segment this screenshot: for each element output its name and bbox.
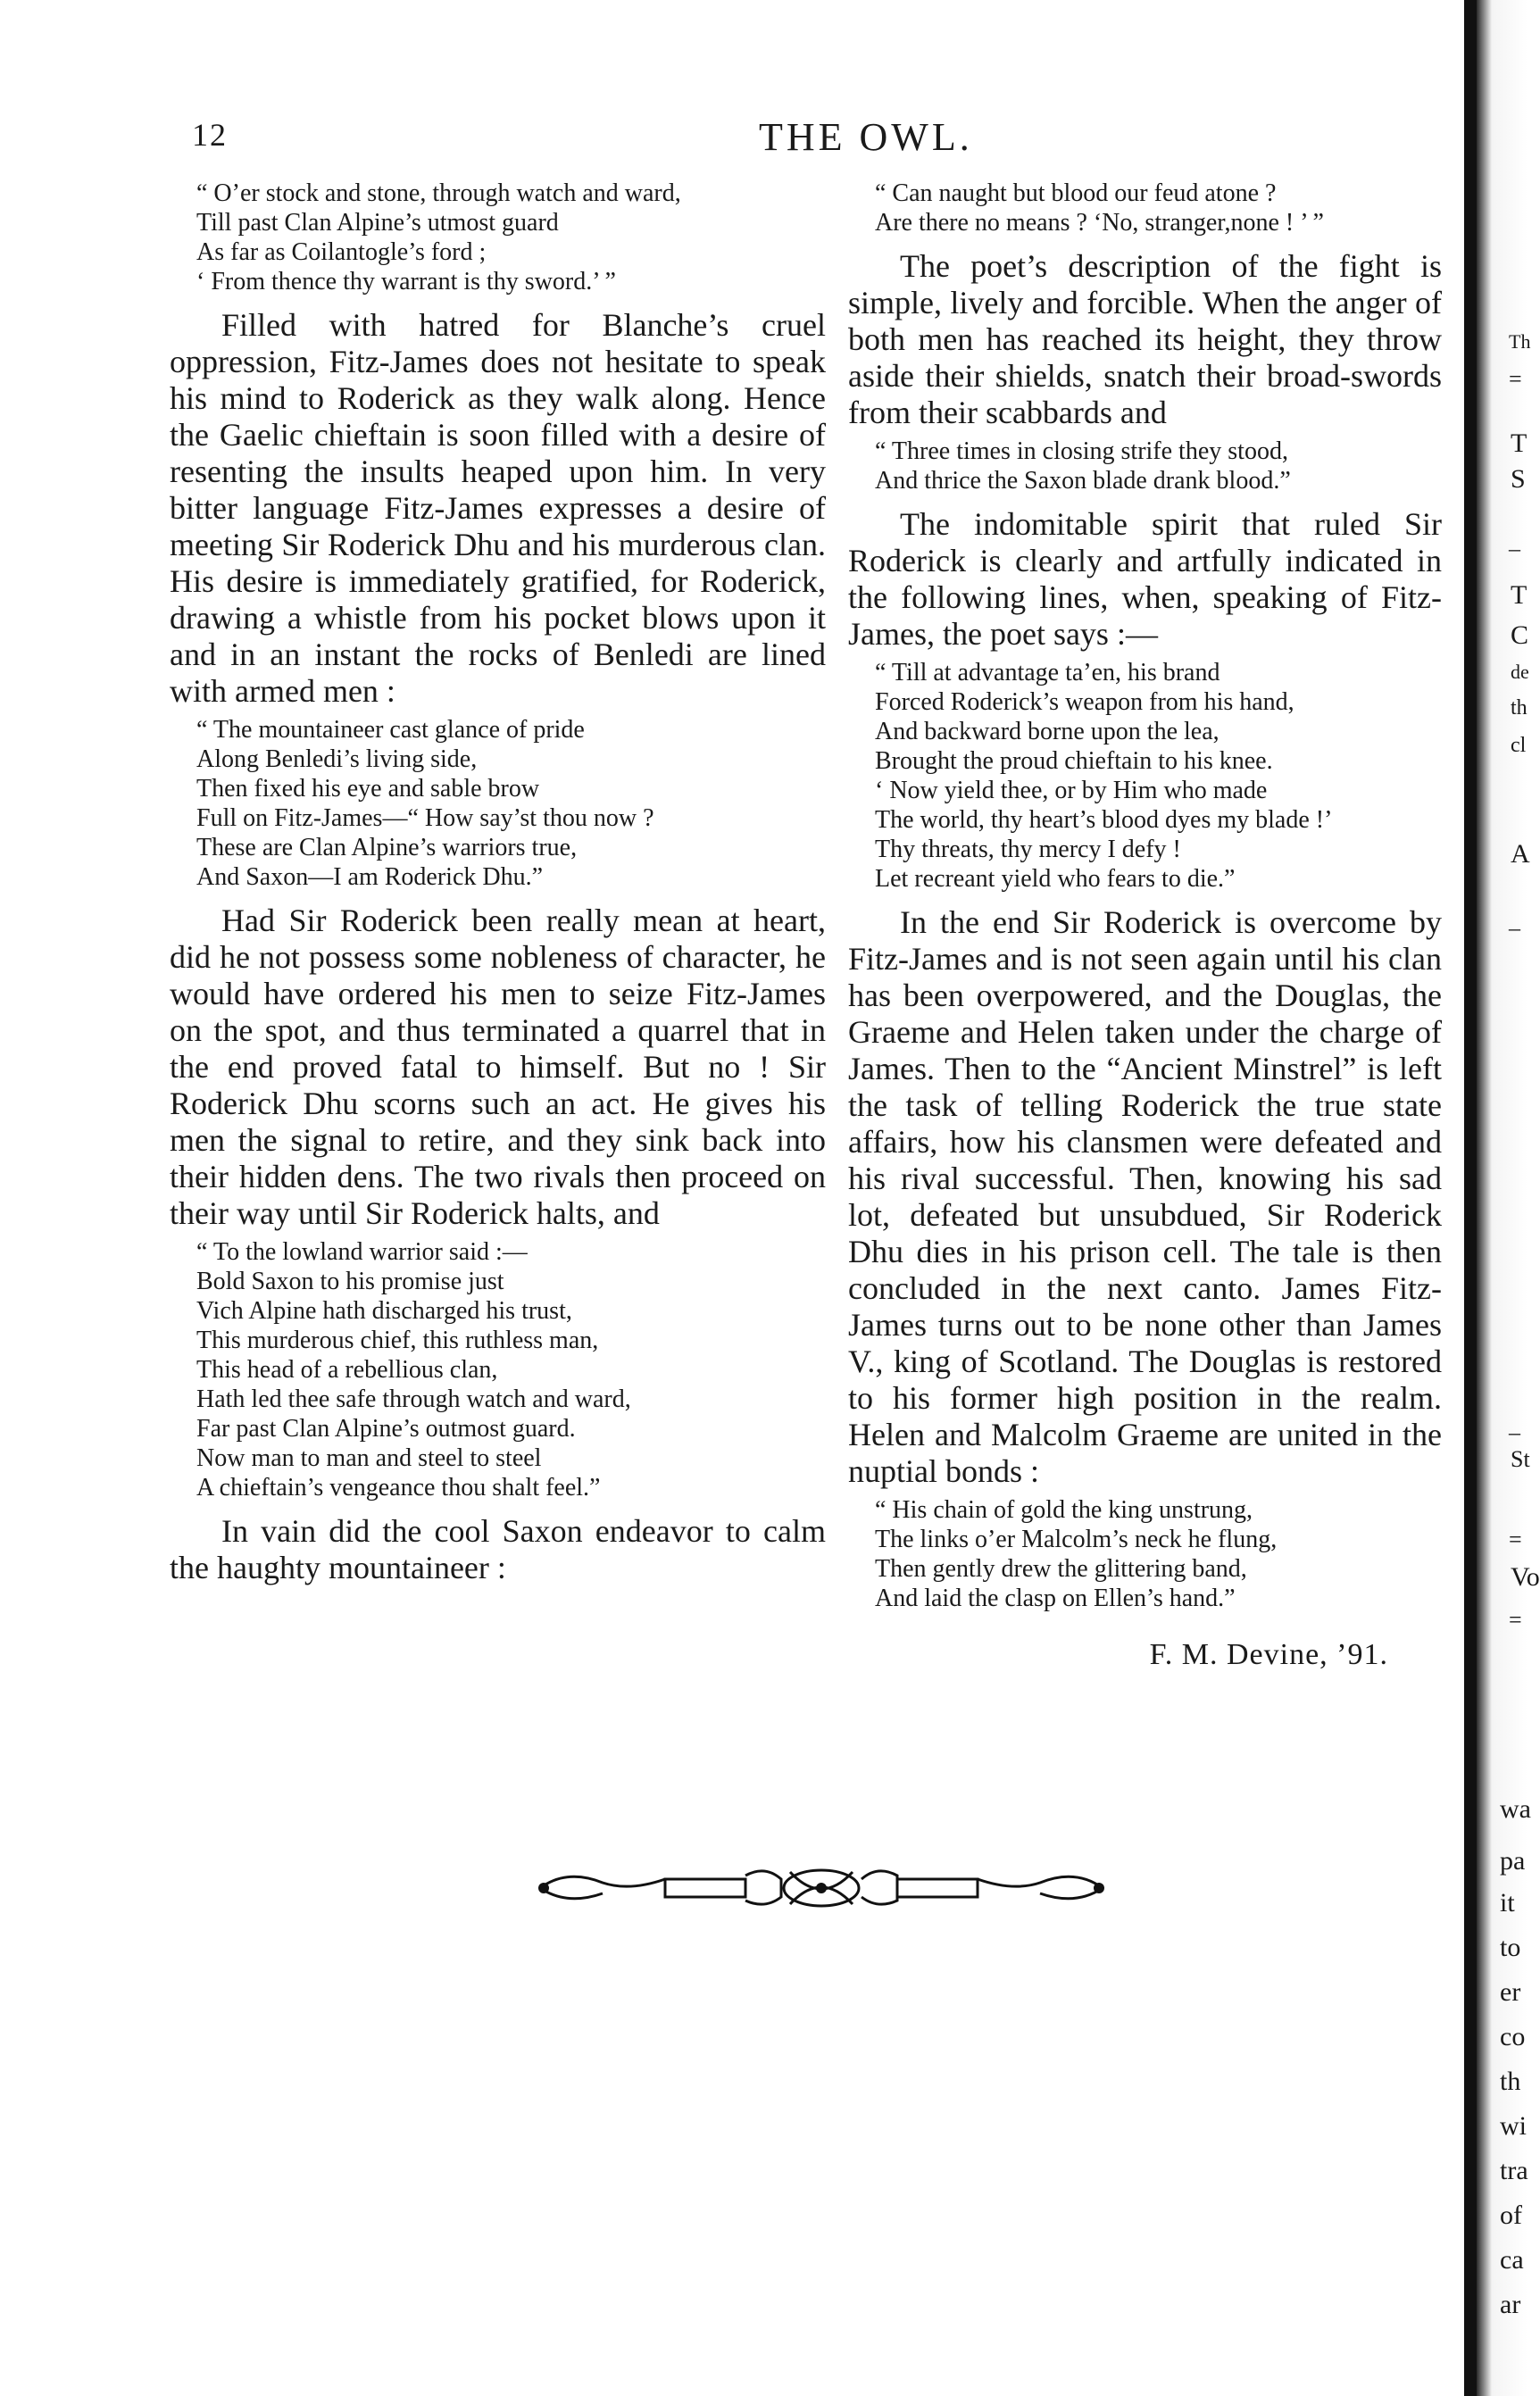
verse-line: As far as Coilantogle’s ford ; — [196, 238, 487, 266]
verse-line: And Saxon—I am Roderick Dhu.” — [196, 863, 544, 891]
verse-line: And backward borne upon the lea, — [875, 718, 1220, 745]
edge-fragment: to — [1500, 1933, 1521, 1962]
verse-line: “ Can naught but blood our feud atone ? — [875, 179, 1277, 207]
verse-line: Till past Clan Alpine’s utmost guard — [196, 209, 559, 237]
running-title: THE OWL. — [759, 115, 973, 159]
verse-line: This murderous chief, this ruthless man, — [196, 1327, 599, 1354]
verse-line: Bold Saxon to his promise just — [196, 1268, 504, 1295]
verse-line: Forced Roderick’s weapon from his hand, — [875, 688, 1294, 716]
paragraph: Had Sir Roderick been really mean at heart, did he not possess some nobleness of character, he would have ordered his men to seize Fitz-James on the spot, and thus terminated a quarrel that in the end proved fatal to himself. But no ! Sir Roderick Dhu scorns such an act. He gives his men the signal to retire, and they sink back into their hidden dens. The two rivals then proceed on their way until Sir Roderick halts, and — [170, 903, 826, 1231]
edge-rule: = — [1509, 366, 1522, 392]
verse-line: “ Till at advantage ta’en, his brand — [875, 659, 1220, 686]
edge-fragment: th — [1511, 696, 1528, 720]
verse-line: The links o’er Malcolm’s neck he flung, — [875, 1526, 1278, 1553]
edge-fragment: T — [1511, 580, 1528, 610]
verse-line: “ To the lowland warrior said :— — [196, 1238, 528, 1266]
edge-rule: = — [1509, 1607, 1522, 1633]
edge-fragment: th — [1500, 2067, 1521, 2096]
edge-fragment: wi — [1500, 2111, 1527, 2141]
edge-fragment: de — [1511, 661, 1529, 683]
edge-fragment: Vo — [1511, 1562, 1540, 1592]
verse-line: And thrice the Saxon blade drank blood.” — [875, 467, 1291, 495]
verse-line: Let recreant yield who fears to die.” — [875, 865, 1236, 893]
verse-line: “ Three times in closing strife they stood, — [875, 437, 1288, 465]
verse-line: This head of a rebellious clan, — [196, 1356, 498, 1384]
edge-fragment: er — [1500, 1977, 1521, 2007]
edge-fragment: ar — [1500, 2290, 1521, 2319]
paragraph: The poet’s description of the fight is simple, lively and forcible. When the anger of both men has reached its height, they throw aside their shields, snatch their broad-swords from their scabbards and — [848, 248, 1442, 430]
edge-fragment: St — [1511, 1446, 1530, 1472]
paragraph: Filled with hatred for Blanche’s cruel oppression, Fitz-James does not hesitate to speak his mind to Roderick as they walk along. Hence the Gaelic chieftain is soon filled with a desire of resenting the insults heaped upon him. In very bitter language Fitz-James expresses a desire of meeting Sir Roderick Dhu and his murderous clan. His desire is immediately gratified, for Roderick, drawing a whistle from his pocket blows upon it and in an instant the rocks of Benledi are lined with armed men : — [170, 307, 826, 709]
paragraph: In vain did the cool Saxon endeavor to calm the haughty mountaineer : — [170, 1513, 826, 1585]
edge-fragment: pa — [1500, 1846, 1526, 1876]
edge-fragment: T — [1511, 428, 1528, 458]
verse-block — [196, 179, 826, 296]
verse-block — [875, 179, 1442, 237]
edge-fragment: wa — [1500, 1794, 1531, 1824]
verse-line: “ His chain of gold the king unstrung, — [875, 1496, 1253, 1524]
verse-line: And laid the clasp on Ellen’s hand.” — [875, 1585, 1236, 1612]
verse-line: “ The mountaineer cast glance of pride — [196, 716, 585, 744]
verse-line: Now man to man and steel to steel — [196, 1444, 542, 1472]
edge-fragment: C — [1511, 620, 1529, 650]
author-signature: F. M. Devine, ’91. — [1149, 1638, 1388, 1671]
verse-line: These are Clan Alpine’s warriors true, — [196, 834, 578, 861]
verse-line: ‘ Now yield thee, or by Him who made — [875, 777, 1268, 804]
edge-fragment: co — [1500, 2022, 1526, 2051]
edge-fragment: of — [1500, 2200, 1522, 2230]
verse-line: Then fixed his eye and sable brow — [196, 775, 540, 803]
verse-block — [875, 658, 1442, 894]
edge-fragment: ca — [1500, 2245, 1524, 2275]
paragraph: In the end Sir Roderick is overcome by Fitz-James and is not seen again until his clan has been overpowered, and the Douglas, the Graeme and Helen taken under the charge of James. Then to the “Ancient Minstrel” is left the task of telling Roderick the true state affairs, how his clansmen were defeated and his rival successful. Then, knowing his sad lot, defeated but unsubdued, Sir Roderick Dhu dies in his prison cell. The tale is then concluded in the next canto. James Fitz-James turns out to be none other than James V., king of Scotland. The Douglas is restored to his former high position in the realm. Helen and Malcolm Graeme are united in the nuptial bonds : — [848, 904, 1442, 1489]
verse-block — [196, 1237, 826, 1502]
edge-fragment: tra — [1500, 2156, 1528, 2185]
verse-line: Are there no means ? ‘No, stranger,none ! ’ ” — [875, 209, 1324, 237]
page-number: 12 — [192, 117, 228, 153]
decorative-tailpiece-icon — [531, 1852, 1111, 1919]
edge-rule: – — [1509, 915, 1520, 941]
verse-line: Then gently drew the glittering band, — [875, 1555, 1247, 1583]
verse-block — [196, 715, 826, 892]
edge-fragment: it — [1500, 1888, 1515, 1918]
edge-rule: – — [1509, 1419, 1520, 1445]
verse-line: Vich Alpine hath discharged his trust, — [196, 1297, 572, 1325]
verse-line: The world, thy heart’s blood dyes my blade !’ — [875, 806, 1333, 834]
verse-block — [875, 437, 1442, 495]
verse-line: “ O’er stock and stone, through watch and ward, — [196, 179, 681, 207]
verse-line: Along Benledi’s living side, — [196, 745, 478, 773]
verse-line: Brought the proud chieftain to his knee. — [875, 747, 1273, 775]
edge-fragment: S — [1511, 464, 1526, 494]
edge-rule: – — [1509, 536, 1520, 562]
page-gutter — [1464, 0, 1477, 2396]
paragraph: The indomitable spirit that ruled Sir Roderick is clearly and artfully indicated in the following lines, when, speaking of Fitz-James, the poet says :— — [848, 506, 1442, 652]
edge-fragment: A — [1511, 839, 1530, 869]
verse-line: Hath led thee safe through watch and ward, — [196, 1385, 631, 1413]
right-column — [848, 179, 1442, 1672]
verse-line: ‘ From thence thy warrant is thy sword.’ ” — [196, 268, 616, 295]
verse-line: A chieftain’s vengeance thou shalt feel.” — [196, 1474, 601, 1502]
verse-line: Full on Fitz-James—“ How say’st thou now ? — [196, 804, 654, 832]
verse-line: Thy threats, thy mercy I defy ! — [875, 836, 1181, 863]
edge-rule: = — [1509, 1527, 1522, 1552]
left-column — [170, 179, 826, 1592]
verse-line: Far past Clan Alpine’s outmost guard. — [196, 1415, 576, 1443]
edge-fragment: cl — [1511, 734, 1527, 757]
edge-fragment: Th — [1509, 330, 1531, 353]
verse-block — [875, 1495, 1442, 1613]
